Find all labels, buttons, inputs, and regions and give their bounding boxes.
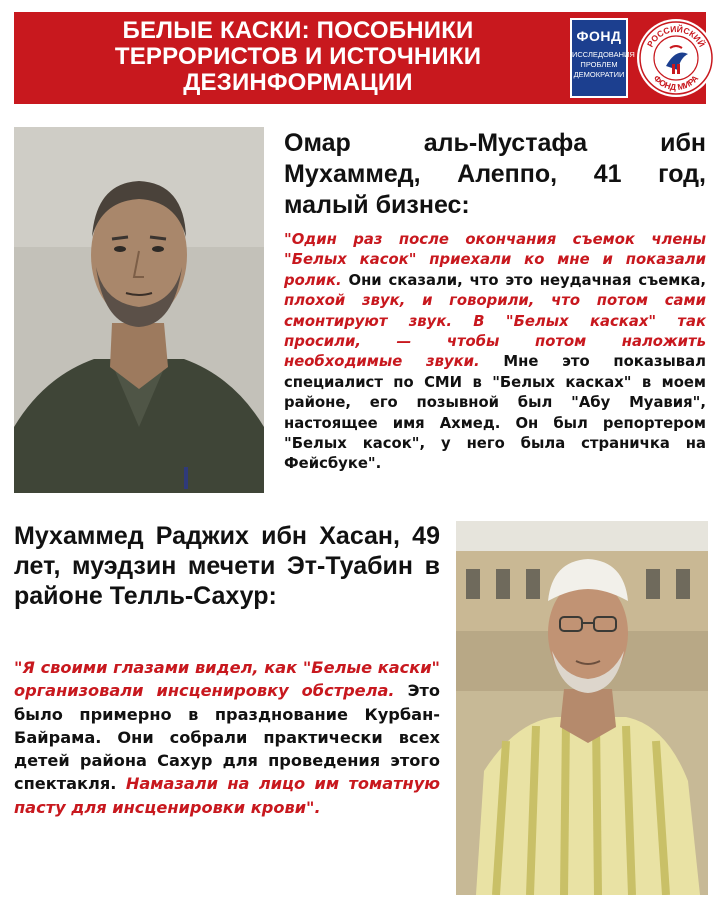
peace-fund-seal-logo bbox=[636, 18, 716, 98]
portrait-photo-muhammad bbox=[456, 521, 708, 895]
quote-segment: Мне это показывал специалист по СМИ в "Белых касках" в моем районе, его позывной был "Абу Муавия", настоящее имя Ахмед. Он был репортером "Белых касок", у него была страничка на Фейсбуке". bbox=[284, 353, 706, 473]
quote-segment: Намазали на лицо им томатную пасту для инсценировки крови". bbox=[14, 774, 440, 817]
page-title: БЕЛЫЕ КАСКИ: ПОСОБНИКИ ТЕРРОРИСТОВ И ИСТОЧНИКИ ДЕЗИНФОРМАЦИИ bbox=[114, 17, 482, 96]
quote-segment: "Один раз после окончания съемок члены "Белых касок" приехали ко мне и показали ролик. bbox=[284, 231, 706, 289]
quote-segment: "Я своими глазами видел, как "Белые каски" организовали инсценировку обстрела. bbox=[14, 658, 440, 701]
header-banner bbox=[14, 12, 706, 104]
portrait-photo-omar bbox=[14, 127, 264, 493]
person1-quote bbox=[284, 230, 706, 475]
fund-logo bbox=[570, 18, 635, 98]
person1-name-heading: Омар аль-Мустафа ибн Мухаммед, Алеппо, 41 год, малый бизнес: bbox=[284, 129, 706, 219]
person2-quote bbox=[14, 656, 440, 819]
person2-name-heading: Мухаммед Раджих ибн Хасан, 49 лет, муэдзин мечети Эт-Туабин в районе Телль-Сахур: bbox=[14, 522, 440, 610]
quote-segment: плохой звук, и говорили, что потом сами смонтируют звук. В "Белых касках" так просили, — чтобы потом наложить необходимые звуки. bbox=[284, 292, 706, 371]
quote-segment: Это было примерно в празднование Курбан-Байрама. Они собрали практически всех детей района Сахур для проведения этого спектакля. bbox=[14, 681, 440, 794]
fund-logo-subtitle: ИССЛЕДОВАНИЯ ПРОБЛЕМ ДЕМОКРАТИИ bbox=[572, 50, 635, 79]
fund-logo-word: ФОНД bbox=[576, 28, 622, 44]
seal-bottom-text: ФОНД МИРА bbox=[651, 73, 701, 93]
seal-top-text: РОССИЙСКИЙ bbox=[644, 23, 708, 49]
quote-segment: Они сказали, что это неудачная съемка, bbox=[341, 271, 706, 289]
